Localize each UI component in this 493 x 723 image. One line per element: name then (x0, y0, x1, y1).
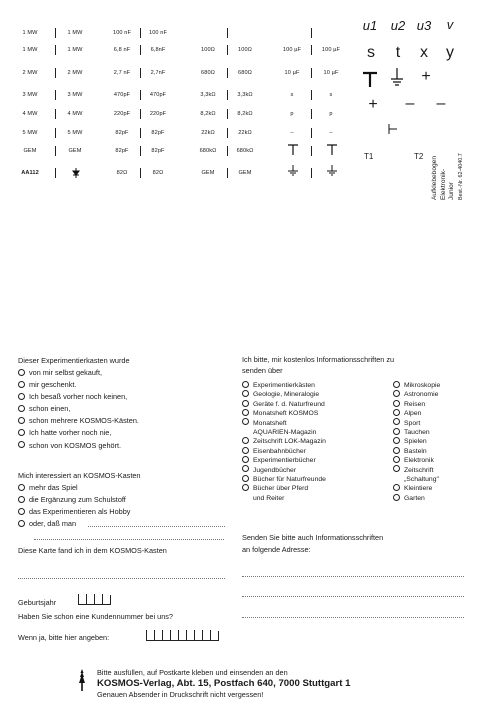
checkbox-circle-icon[interactable] (393, 447, 400, 454)
radio-circle-icon[interactable] (18, 393, 25, 400)
sticker-label: 680Ω (201, 70, 215, 76)
sticker-label: s (290, 92, 294, 98)
sticker-divider (227, 90, 228, 100)
sticker-label: 4 MW (67, 111, 83, 117)
info-topic-label: Bücher über Pferd (253, 485, 309, 493)
sticker-label: 470pF (113, 92, 131, 98)
symbol-t: t (395, 44, 401, 61)
symbol-t1: T1 (364, 152, 374, 161)
info-topic-item (242, 494, 326, 503)
option-label: die Ergänzung zum Schulstoff (29, 495, 126, 505)
symbol-v: v (446, 17, 454, 32)
info-topic-item[interactable] (242, 409, 326, 418)
sticker-label: 220pF (149, 111, 167, 117)
q2-title: Mich interessiert an KOSMOS-Kasten (18, 471, 141, 480)
sticker-label: 2,7 nF (113, 70, 131, 76)
q1-options (18, 367, 139, 452)
sticker-label: 680kΩ (199, 148, 217, 154)
sticker-divider (311, 168, 312, 178)
sticker-divider (55, 168, 56, 178)
checkbox-circle-icon[interactable] (242, 447, 249, 454)
sticker-label: 100Ω (201, 47, 215, 53)
interest-other-line[interactable] (88, 526, 225, 527)
sticker-label: 1 MW (22, 47, 38, 53)
sticker-label: 5 MW (67, 130, 83, 136)
info-topic-label: AQUARIEN-Magazin (253, 429, 317, 437)
sticker-divider (55, 128, 56, 138)
found-in-kit-label: Diese Karte fand ich in dem KOSMOS-Kasten (18, 546, 167, 555)
info-topic-item[interactable] (393, 466, 440, 475)
sticker-label: 82pF (151, 130, 165, 136)
info-topic-item[interactable] (242, 447, 326, 456)
sticker-divider (55, 109, 56, 119)
sticker-label: 3,3kΩ (200, 92, 216, 98)
symbol-u2: u2 (390, 18, 406, 33)
option-item[interactable] (18, 482, 130, 494)
info-topic-item[interactable] (393, 390, 440, 399)
checkbox-circle-icon[interactable] (242, 465, 249, 472)
info-topic-item[interactable] (242, 437, 326, 446)
footer-note: Genauen Absender in Druckschrift nicht vergessen! (97, 690, 264, 699)
checkbox-circle-icon[interactable] (242, 418, 249, 425)
info-topic-label: Elektronik (404, 457, 434, 465)
note-line-3: Junior (448, 182, 455, 200)
sticker-label: 10 µF (323, 70, 339, 76)
sticker-label: – (290, 130, 294, 136)
sticker-label: 4 MW (22, 111, 38, 117)
sticker-label: 82Ω (116, 170, 128, 176)
info-topic-label: Sport (404, 419, 421, 427)
sticker-label: 82pF (115, 130, 129, 136)
info-topic-label: Spielen (404, 438, 427, 446)
kosmos-logo-icon (76, 668, 88, 692)
info-topic-item[interactable] (393, 400, 440, 409)
radio-circle-icon[interactable] (18, 520, 25, 527)
sticker-label: 5 MW (22, 130, 38, 136)
sticker-divider (311, 68, 312, 78)
sticker-label: 6,8nF (150, 47, 166, 53)
sticker-label: 3 MW (67, 92, 83, 98)
q1-title: Dieser Experimentierkasten wurde (18, 356, 130, 365)
sticker-label: GEM (238, 170, 252, 176)
sticker-label: GEM (201, 170, 215, 176)
option-item[interactable] (18, 415, 139, 427)
sticker-divider (227, 109, 228, 119)
address-line-1: Senden Sie bitte auch Informationsschriften (242, 533, 384, 542)
info-topic-item[interactable] (242, 456, 326, 465)
birth-year-label: Geburtsjahr (18, 598, 57, 607)
address-field-3[interactable] (242, 617, 464, 618)
sticker-label: 22kΩ (238, 130, 252, 136)
symbol-minus-1: – (405, 95, 415, 112)
sticker-divider (140, 28, 141, 38)
info-topic-item[interactable] (242, 390, 326, 399)
info-topic-label: Mikroskopie (404, 382, 441, 389)
info-topic-item[interactable] (393, 419, 440, 428)
sticker-divider (55, 146, 56, 156)
sticker-label: 100 nF (148, 30, 168, 36)
checkbox-circle-icon[interactable] (393, 381, 400, 388)
option-label: mehr das Spiel (29, 483, 78, 492)
note-line-1: Aufklebebogen (431, 156, 438, 200)
customer-number-boxes[interactable] (146, 628, 220, 646)
checkbox-circle-icon[interactable] (393, 400, 400, 407)
sticker-divider (227, 146, 228, 156)
info-title-line-2: senden über (242, 366, 283, 375)
sticker-label: 100Ω (238, 47, 252, 53)
sticker-label: 1 MW (67, 30, 83, 36)
sticker-divider (311, 45, 312, 55)
option-item[interactable] (18, 379, 139, 391)
sticker-label: 2,7nF (150, 70, 166, 76)
transistor-mark-icon (386, 123, 398, 135)
symbol-plus-2: + (368, 96, 378, 113)
info-topic-item[interactable] (393, 494, 440, 503)
sticker-divider (140, 168, 141, 178)
symbol-s: s (367, 44, 375, 61)
symbol-x: x (420, 44, 428, 61)
sticker-divider (311, 109, 312, 119)
info-topic-label: Geologie, Mineralogie (253, 391, 320, 399)
address-field-1[interactable] (242, 576, 464, 577)
option-item[interactable] (18, 391, 139, 403)
radio-circle-icon[interactable] (18, 496, 25, 503)
sticker-label: p (290, 111, 294, 117)
sticker-divider (227, 168, 228, 178)
option-label: schon mehrere KOSMOS-Kästen. (29, 416, 139, 426)
sticker-label: 1 MW (22, 30, 38, 36)
info-topic-label: Tauchen (404, 429, 430, 437)
sticker-divider (140, 45, 141, 55)
info-topic-label: Kleintiere (404, 485, 433, 493)
sticker-divider (55, 45, 56, 55)
sticker-divider (55, 90, 56, 100)
option-label: Ich hatte vorher noch nie, (29, 428, 112, 438)
option-item[interactable] (18, 403, 139, 415)
info-topic-item[interactable] (242, 381, 326, 390)
radio-circle-icon[interactable] (18, 429, 25, 436)
checkbox-circle-icon[interactable] (393, 456, 400, 463)
info-topic-label: Reisen (404, 400, 426, 408)
sticker-sheet-note (431, 153, 465, 200)
note-line-4: Best.-Nr. 62-4040.7 (457, 153, 464, 200)
sticker-divider (311, 128, 312, 138)
sticker-label: 1 MW (67, 47, 83, 53)
sticker-label: GEM (23, 148, 37, 154)
info-topic-item[interactable] (242, 466, 326, 475)
option-item[interactable] (18, 506, 130, 518)
sticker-label: 82pF (115, 148, 129, 154)
ground-icon (326, 165, 338, 177)
sticker-label: 100 nF (112, 30, 132, 36)
antenna-icon (287, 143, 299, 155)
sticker-label: 2 MW (22, 70, 38, 76)
info-topic-item[interactable] (393, 456, 440, 465)
info-topic-label: „Schaltung" (404, 476, 439, 484)
radio-circle-icon[interactable] (18, 405, 25, 412)
sticker-label: 220pF (113, 111, 131, 117)
sticker-label: GEM (68, 148, 82, 154)
sticker-label: 100 µF (321, 47, 341, 53)
sticker-label: 100 µF (282, 47, 302, 53)
info-topic-label: Geräte f. d. Naturfreund (253, 400, 325, 408)
checkbox-circle-icon[interactable] (393, 494, 400, 501)
info-topic-label: Monatsheft KOSMOS (253, 410, 319, 418)
ground-icon (389, 68, 405, 88)
sticker-divider (55, 68, 56, 78)
info-topic-label: Zeitschrift (404, 466, 434, 474)
sticker-divider (55, 28, 56, 38)
sticker-divider (227, 68, 228, 78)
customer-number-label: Wenn ja, bitte hier angeben: (18, 633, 110, 642)
checkbox-circle-icon[interactable] (242, 390, 249, 397)
info-topic-item[interactable] (242, 475, 326, 484)
antenna-icon (326, 143, 338, 155)
sticker-divider (311, 146, 312, 156)
sticker-label: s (329, 92, 333, 98)
info-topic-item[interactable] (242, 419, 326, 428)
option-item[interactable] (18, 518, 130, 530)
sticker-divider (227, 28, 228, 38)
sticker-label: 6,8 nF (113, 47, 131, 53)
checkbox-circle-icon[interactable] (242, 475, 249, 482)
info-topic-item (393, 475, 440, 484)
info-topic-label: und Reiter (253, 494, 285, 502)
sticker-label: p (329, 111, 333, 117)
info-topic-label: Monatsheft (253, 419, 287, 427)
checkbox-circle-icon[interactable] (242, 484, 249, 491)
option-item[interactable] (18, 367, 139, 379)
option-label: schon von KOSMOS gehört. (29, 440, 122, 450)
radio-circle-icon[interactable] (18, 369, 25, 376)
sticker-label: 3 MW (22, 92, 38, 98)
address-line-2: an folgende Adresse: (242, 545, 311, 554)
found-in-kit-line[interactable] (18, 578, 225, 579)
info-topic-label: Alpen (404, 410, 422, 418)
sticker-label: 8,2kΩ (200, 111, 216, 117)
sticker-divider (227, 45, 228, 55)
customer-number-question: Haben Sie schon eine Kundennummer bei uns? (18, 612, 173, 621)
info-topic-item[interactable] (393, 447, 440, 456)
sticker-label: – (329, 130, 333, 136)
symbol-t2: T2 (414, 152, 424, 161)
checkbox-circle-icon[interactable] (393, 409, 400, 416)
option-label: mir geschenkt. (29, 380, 77, 390)
info-topic-label: Basteln (404, 447, 427, 455)
info-topic-label: Astronomie (404, 391, 439, 399)
sticker-label: 8,2kΩ (237, 111, 253, 117)
info-topics-col-2 (393, 381, 440, 503)
sticker-divider (227, 128, 228, 138)
sticker-label: 82Ω (152, 170, 164, 176)
sticker-divider (140, 109, 141, 119)
symbol-u1: u1 (362, 18, 378, 33)
info-topic-label: Experimentierbücher (253, 457, 316, 465)
info-topic-label: Jugendbücher (253, 466, 297, 474)
checkbox-circle-icon[interactable] (393, 437, 400, 444)
checkbox-circle-icon[interactable] (393, 418, 400, 425)
checkbox-circle-icon[interactable] (242, 437, 249, 444)
diode-icon (72, 168, 80, 178)
info-topic-label: Experimentierkästen (253, 382, 315, 389)
info-topic-label: Eisenbahnbücher (253, 447, 306, 455)
sticker-divider (140, 146, 141, 156)
checkbox-circle-icon[interactable] (242, 409, 249, 416)
info-topic-item[interactable] (242, 484, 326, 493)
symbol-u3: u3 (416, 18, 432, 33)
checkbox-circle-icon[interactable] (242, 400, 249, 407)
info-topic-item[interactable] (242, 400, 326, 409)
radio-circle-icon[interactable] (18, 441, 25, 448)
sticker-label: 680kΩ (236, 148, 254, 154)
sticker-label: 3,3kΩ (237, 92, 253, 98)
option-item[interactable] (18, 440, 139, 452)
option-item[interactable] (18, 427, 139, 439)
footer-instruction: Bitte ausfüllen, auf Postkarte kleben und einsenden an den (97, 668, 288, 677)
ground-icon (287, 165, 299, 177)
sticker-label: 22kΩ (201, 130, 215, 136)
info-topic-item[interactable] (393, 409, 440, 418)
checkbox-circle-icon[interactable] (242, 381, 249, 388)
option-label: das Experimentieren als Hobby (29, 507, 131, 517)
checkbox-circle-icon[interactable] (393, 484, 400, 491)
note-line-2: Elektronik- (439, 168, 447, 200)
symbol-y: y (446, 44, 454, 61)
info-topic-item (242, 428, 326, 437)
info-title-line-1: Ich bitte, mir kostenlos Informationsschriften zu (242, 355, 395, 364)
radio-circle-icon[interactable] (18, 484, 25, 491)
info-topics-col-1 (242, 381, 326, 503)
option-item[interactable] (18, 494, 130, 506)
checkbox-circle-icon[interactable] (393, 465, 400, 472)
info-topic-item[interactable] (393, 428, 440, 437)
symbol-minus-2: – (436, 95, 446, 112)
sticker-label: 470pF (149, 92, 167, 98)
antenna-icon (362, 70, 378, 88)
sticker-label: 82pF (151, 148, 165, 154)
birth-year-boxes[interactable] (78, 592, 112, 610)
radio-circle-icon[interactable] (18, 508, 25, 515)
sticker-divider (311, 90, 312, 100)
info-topic-item[interactable] (393, 484, 440, 493)
info-topic-item[interactable] (393, 437, 440, 446)
info-topic-item[interactable] (393, 381, 440, 390)
option-label: von mir selbst gekauft, (29, 368, 103, 377)
info-topic-label: Garten (404, 494, 425, 502)
option-label: schon einen, (29, 404, 71, 414)
interest-other-line-2[interactable] (34, 539, 224, 540)
option-label: Ich besaß vorher noch keinen, (29, 392, 128, 402)
info-topic-label: Zeitschrift LOK-Magazin (253, 438, 326, 446)
checkbox-circle-icon[interactable] (393, 428, 400, 435)
sticker-label: 10 µF (284, 70, 300, 76)
sticker-label: AA112 (21, 170, 39, 176)
sticker-label: 680Ω (238, 70, 252, 76)
sticker-divider (140, 90, 141, 100)
radio-circle-icon[interactable] (18, 381, 25, 388)
checkbox-circle-icon[interactable] (242, 456, 249, 463)
sticker-divider (140, 68, 141, 78)
info-topic-label: Bücher für Naturfreunde (253, 476, 326, 484)
symbol-plus-1: + (421, 68, 431, 85)
checkbox-circle-icon[interactable] (393, 390, 400, 397)
option-label: oder, daß man (29, 519, 77, 529)
footer-address: KOSMOS-Verlag, Abt. 15, Postfach 640, 7000 Stuttgart 1 (97, 678, 351, 689)
address-field-2[interactable] (242, 596, 464, 597)
sticker-divider (140, 128, 141, 138)
q2-options (18, 482, 130, 530)
radio-circle-icon[interactable] (18, 417, 25, 424)
sticker-divider (311, 28, 312, 38)
sticker-label: 2 MW (67, 70, 83, 76)
